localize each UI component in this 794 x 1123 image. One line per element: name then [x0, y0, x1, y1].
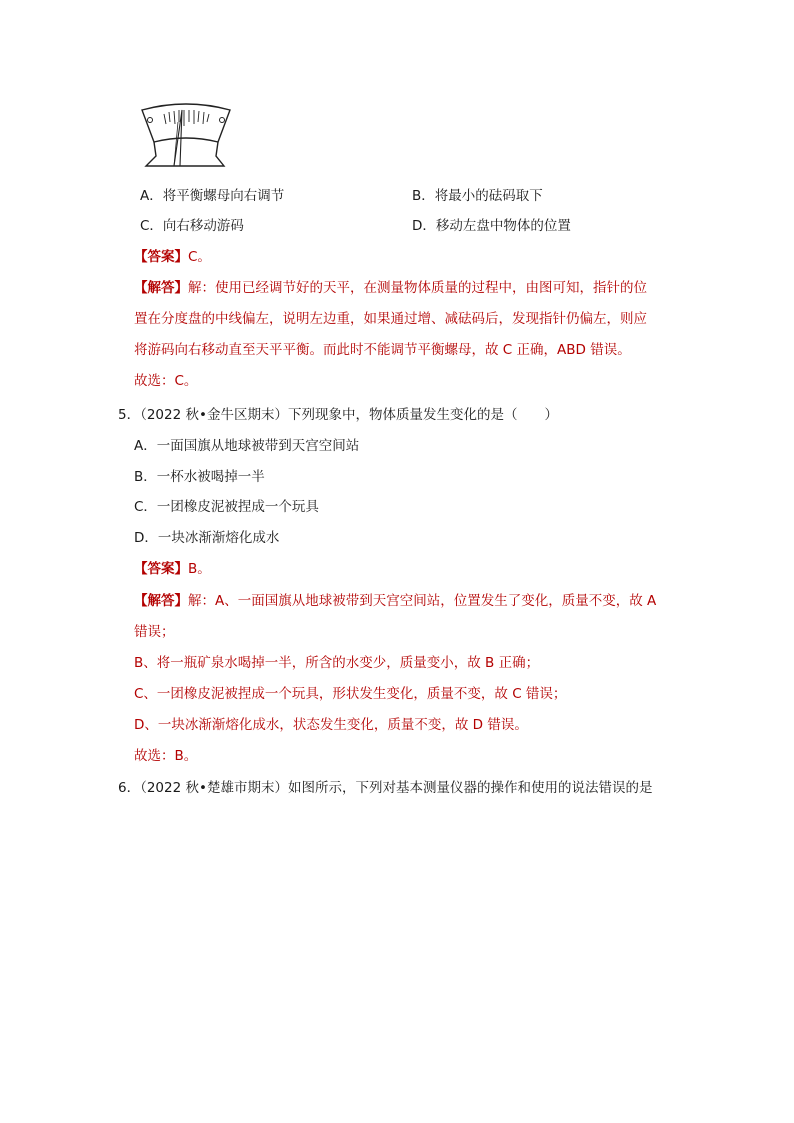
- q4-option-a: A．将平衡螺母向右调节: [140, 188, 285, 204]
- q4-analysis-line2: 置在分度盘的中线偏左，说明左边重，如果通过增、减砝码后，发现指针仍偏左，则应: [134, 311, 647, 327]
- q5-analysis-line4: C、一团橡皮泥被捏成一个玩具，形状发生变化，质量不变，故 C 错误；: [134, 686, 567, 702]
- q5-option-a: A．一面国旗从地球被带到天宫空间站: [134, 438, 360, 454]
- q5-analysis-line5: D、一块冰渐渐熔化成水，状态发生变化，质量不变，故 D 错误。: [134, 717, 528, 733]
- q5-option-c: C．一团橡皮泥被捏成一个玩具: [134, 499, 319, 515]
- q5-analysis-line3: B、将一瓶矿泉水喝掉一半，所含的水变少，质量变小，故 B 正确；: [134, 655, 540, 671]
- q6-stem: 6．（2022 秋•楚雄市期末）如图所示，下列对基本测量仪器的操作和使用的说法错误的是: [118, 780, 653, 796]
- balance-dial-figure: [138, 100, 238, 172]
- q5-analysis-line2: 错误；: [134, 624, 175, 640]
- q5-analysis-line1: [134, 591, 656, 611]
- answer-tag: 【答案】: [134, 561, 188, 577]
- q4-option-c: C．向右移动游码: [140, 218, 244, 234]
- analysis-text: 解：使用已经调节好的天平，在测量物体质量的过程中，由图可知，指针的位: [188, 280, 647, 296]
- q5-option-d: D．一块冰渐渐熔化成水: [134, 530, 280, 546]
- analysis-text: 解：A、一面国旗从地球被带到天宫空间站，位置发生了变化，质量不变，故 A: [188, 593, 657, 609]
- q5-choose: 故选：B。: [134, 748, 198, 764]
- answer-tag: 【答案】: [134, 249, 188, 265]
- q4-option-b: B．将最小的砝码取下: [412, 188, 543, 204]
- q5-answer: [134, 559, 211, 579]
- q4-analysis-line1: [134, 278, 647, 298]
- answer-text: B。: [188, 561, 211, 577]
- answer-text: C。: [188, 249, 211, 265]
- q4-analysis-line3: 将游码向右移动直至天平平衡。而此时不能调节平衡螺母，故 C 正确，ABD 错误。: [134, 342, 631, 358]
- analysis-tag: 【解答】: [134, 593, 188, 609]
- q4-choose: 故选：C。: [134, 373, 198, 389]
- q5-stem: 5．（2022 秋•金牛区期末）下列现象中，物体质量发生变化的是（ ）: [118, 407, 558, 423]
- q4-answer: [134, 247, 211, 267]
- q4-option-d: D．移动左盘中物体的位置: [412, 218, 571, 234]
- q5-option-b: B．一杯水被喝掉一半: [134, 469, 265, 485]
- analysis-tag: 【解答】: [134, 280, 188, 296]
